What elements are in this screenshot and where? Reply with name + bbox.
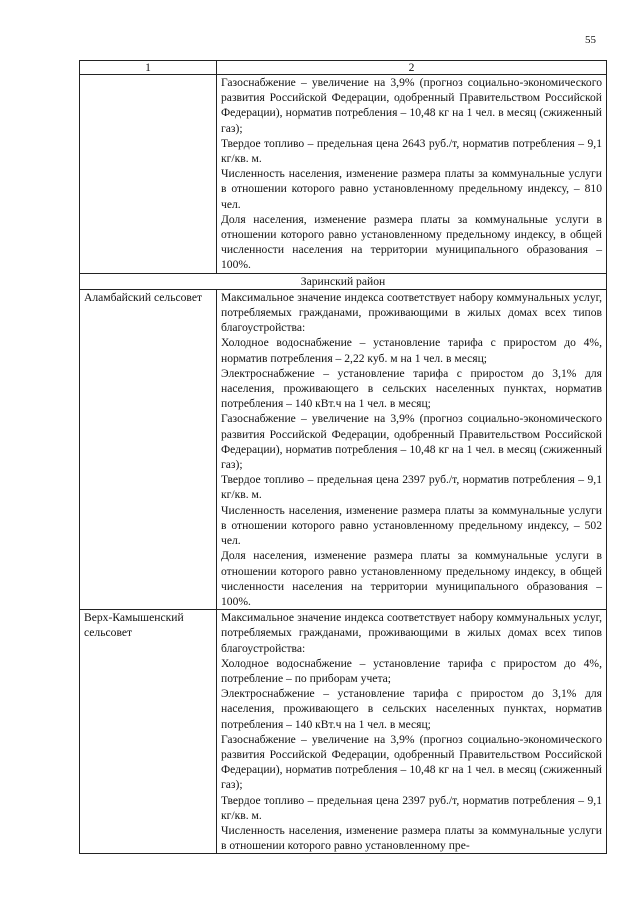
- municipality-name: Аламбайский сельсовет: [80, 289, 217, 609]
- column-header-1: 1: [80, 61, 217, 75]
- section-row: [80, 273, 607, 289]
- paragraph: Численность населения, изменение размера платы за коммунальные услуги в отношении которого равно установленному предельному индексу, – 502 чел.: [221, 503, 602, 548]
- paragraph: Твердое топливо – предельная цена 2397 руб./т, норматив потребления – 9,1 кг/кв. м.: [221, 793, 602, 822]
- paragraph: Холодное водоснабжение – установление тарифа с приростом до 4%, потребление – по приборам учета;: [221, 656, 602, 685]
- table-header-row: [80, 61, 607, 75]
- paragraph: Доля населения, изменение размера платы за коммунальные услуги в отношении которого равно установленному предельному индексу, в общей численности населения на территории муниципального образования – 100%.: [221, 549, 602, 608]
- municipality-text: [217, 289, 607, 609]
- column-header-2: 2: [217, 61, 607, 75]
- table-row: [80, 610, 607, 854]
- paragraph: Газоснабжение – увеличение на 3,9% (прогноз социально-экономического развития Российской Федерации, одобренный Правительством Российской Федерации), норматив потребления – 10,48 кг на 1 чел. в месяц (сжиженный газ);: [221, 732, 602, 792]
- continuation-row: [80, 75, 607, 274]
- paragraph: Твердое топливо – предельная цена 2397 руб./т, норматив потребления – 9,1 кг/кв. м.: [221, 473, 602, 502]
- page-number: 55: [585, 34, 596, 46]
- paragraph: Электроснабжение – установление тарифа с приростом до 3,1% для населения, проживающего в сельских населенных пунктах, норматив потребления – 140 кВт.ч на 1 чел. в месяц;: [221, 366, 602, 411]
- paragraph: Газоснабжение – увеличение на 3,9% (прогноз социально-экономического развития Российской Федерации, одобренный Правительством Российской Федерации), норматив потребления – 10,48 кг на 1 чел. в месяц (сжиженный газ);: [221, 76, 602, 135]
- municipality-name: Верх-Камышенский сельсовет: [80, 610, 217, 854]
- paragraph: Холодное водоснабжение – установление тарифа с приростом до 4%, норматив потребления – 2,22 куб. м на 1 чел. в месяц;: [221, 336, 602, 365]
- paragraph: Электроснабжение – установление тарифа с приростом до 3,1% для населения, проживающего в сельских населенных пунктах, норматив потребления – 140 кВт.ч на 1 чел. в месяц;: [221, 687, 602, 731]
- paragraph: Газоснабжение – увеличение на 3,9% (прогноз социально-экономического развития Российской Федерации, одобренный Правительством Российской Федерации), норматив потребления – 10,48 кг на 1 чел. в месяц (сжиженный газ);: [221, 412, 602, 472]
- paragraph: Максимальное значение индекса соответствует набору коммунальных услуг, потребляемых гражданами, проживающими в жилых домах всех типов благоустройства:: [221, 611, 602, 655]
- municipality-text: [217, 610, 607, 854]
- paragraph: Твердое топливо – предельная цена 2643 руб./т, норматив потребления – 9,1 кг/кв. м.: [221, 136, 602, 166]
- continuation-text-cell: [217, 75, 607, 274]
- section-title: Заринский район: [80, 273, 607, 289]
- paragraph: Максимальное значение индекса соответствует набору коммунальных услуг, потребляемых гражданами, проживающими в жилых домах всех типов благоустройства:: [221, 290, 602, 335]
- indices-table: [79, 60, 607, 854]
- paragraph: Численность населения, изменение размера платы за коммунальные услуги в отношении которого равно установленному предельному индексу, – 810 чел.: [221, 167, 602, 211]
- paragraph: Численность населения, изменение размера платы за коммунальные услуги в отношении которого равно установленному пре-: [221, 823, 602, 853]
- table-row: [80, 289, 607, 609]
- paragraph: Доля населения, изменение размера платы за коммунальные услуги в отношении которого равно установленному предельному индексу, в общей численности населения на территории муниципального образования – 100%.: [221, 212, 602, 272]
- continuation-name-cell: [80, 75, 217, 274]
